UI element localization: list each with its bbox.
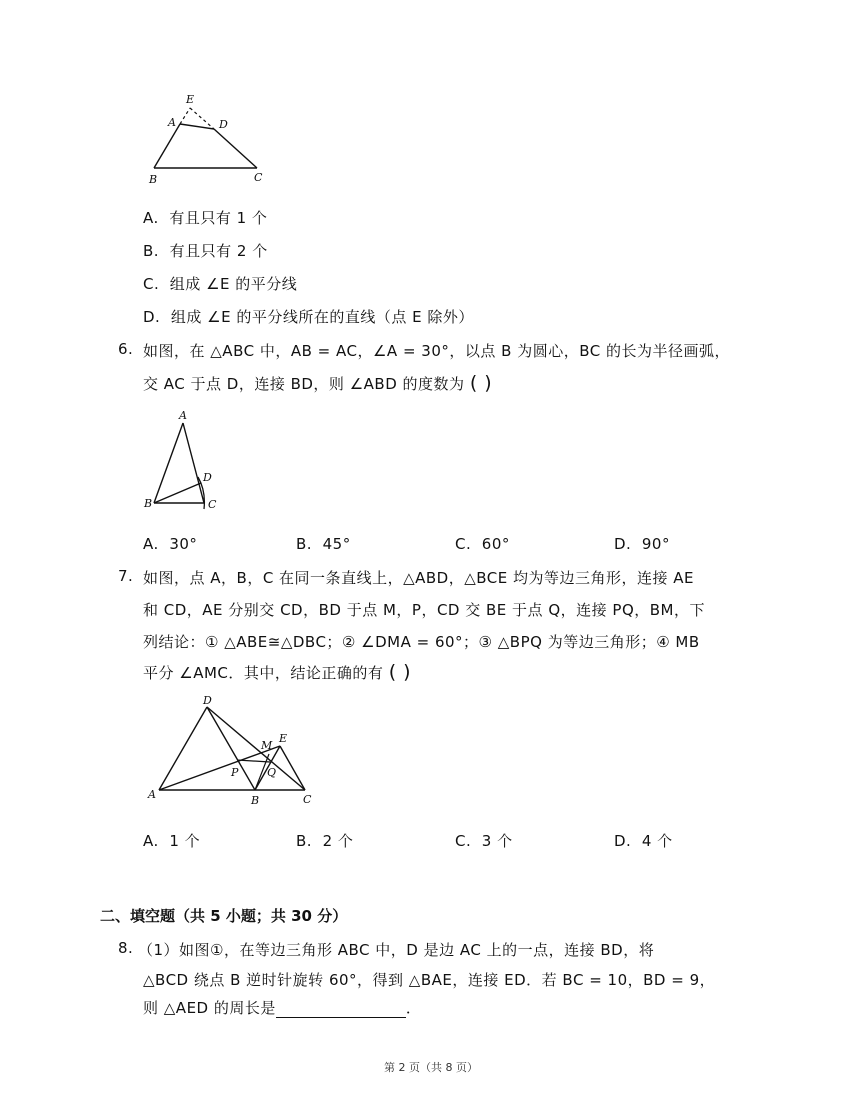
q6-option-b-text: 45° <box>322 535 351 553</box>
q6-option-c-text: 60° <box>481 535 510 553</box>
q7-line-4-text: 平分 ∠AMC．其中，结论正确的有 <box>143 664 384 682</box>
fig5-label-d: D <box>219 118 228 131</box>
q8-answer-blank[interactable] <box>276 1001 406 1018</box>
fig7-label-p: P <box>231 766 239 779</box>
q7-option-d <box>614 830 673 851</box>
q7-option-c-letter: C. <box>455 832 472 850</box>
q7-option-a-letter: A. <box>143 832 159 850</box>
q5-option-b-letter: B. <box>143 242 160 260</box>
fig6-label-b: B <box>144 497 153 510</box>
q5-option-b <box>143 240 268 261</box>
q7-option-a <box>143 830 200 851</box>
fig7-label-a: A <box>148 788 156 801</box>
fig6-label-c: C <box>208 498 217 511</box>
q7-option-d-letter: D. <box>614 832 632 850</box>
q5-option-c-text: 组成 ∠E 的平分线 <box>169 275 298 293</box>
q6-option-d-letter: D. <box>614 535 632 553</box>
q6-line-2-text: 交 AC 于点 D，连接 BD，则 ∠ABD 的度数为 <box>143 375 465 393</box>
fig7-label-b: B <box>251 794 260 807</box>
fig7-label-d: D <box>203 694 212 707</box>
q5-option-d <box>143 306 474 327</box>
q5-option-d-letter: D. <box>143 308 161 326</box>
q5-option-c-letter: C. <box>143 275 160 293</box>
q7-number: 7. <box>118 567 134 585</box>
q6-option-b <box>296 535 351 553</box>
q6-option-a-text: 30° <box>169 535 198 553</box>
figure-q5 <box>140 90 280 185</box>
q7-line-1: 如图，点 A，B，C 在同一条直线上，△ABD，△BCE 均为等边三角形，连接 AE <box>143 569 694 587</box>
section-2-title: 二、填空题（共 5 小题；共 30 分） <box>100 907 348 925</box>
q7-option-d-text: 4 个 <box>641 832 673 850</box>
q7-option-a-text: 1 个 <box>169 832 201 850</box>
q8-line-2: △BCD 绕点 B 逆时针旋转 60°，得到 △BAE，连接 ED．若 BC = 10，BD = 9， <box>143 971 716 989</box>
q6-answer-paren: ( ) <box>469 372 493 394</box>
q6-number: 6. <box>118 340 134 358</box>
fig6-label-d: D <box>203 471 212 484</box>
q8-number: 8. <box>118 939 134 957</box>
fig7-label-e: E <box>279 732 288 745</box>
fig7-label-q: Q <box>267 766 277 779</box>
q7-option-c <box>455 830 513 851</box>
q6-option-c-letter: C. <box>455 535 472 553</box>
q7-line-3: 列结论：① △ABE≅△DBC；② ∠DMA = 60°；③ △BPQ 为等边三角形；④ MB <box>143 633 700 651</box>
q8-line-1: （1）如图①，在等边三角形 ABC 中，D 是边 AC 上的一点，连接 BD，将 <box>138 941 655 959</box>
q7-line-2: 和 CD，AE 分别交 CD，BD 于点 M，P，CD 交 BE 于点 Q，连接 PQ，BM，下 <box>143 601 705 619</box>
fig7-label-m: M <box>261 739 273 752</box>
q7-answer-paren: ( ) <box>388 661 412 683</box>
figure-q6 <box>142 405 222 515</box>
q6-line-1: 如图，在 △ABC 中，AB = AC，∠A = 30°，以点 B 为圆心，BC 的长为半径画弧， <box>143 342 730 360</box>
q6-option-d-text: 90° <box>641 535 670 553</box>
figure-q7 <box>145 692 325 812</box>
fig6-label-a: A <box>179 409 187 422</box>
q6-option-b-letter: B. <box>296 535 313 553</box>
q6-option-c <box>455 535 510 553</box>
q7-option-c-text: 3 个 <box>481 832 513 850</box>
q5-option-a <box>143 207 267 228</box>
fig5-label-e: E <box>186 93 195 106</box>
q5-option-a-letter: A. <box>143 209 159 227</box>
fig5-label-b: B <box>149 173 158 185</box>
q5-option-d-text: 组成 ∠E 的平分线所在的直线（点 E 除外） <box>170 308 474 326</box>
q7-line-4 <box>143 661 411 683</box>
fig7-label-c: C <box>303 793 312 806</box>
q8-line-3-end: ． <box>405 999 422 1017</box>
q8-line-3-text: 则 △AED 的周长是 <box>143 999 276 1017</box>
q6-option-a-letter: A. <box>143 535 159 553</box>
q5-option-b-text: 有且只有 2 个 <box>169 242 268 260</box>
page-footer: 第 2 页（共 8 页） <box>384 1061 478 1074</box>
q5-option-a-text: 有且只有 1 个 <box>169 209 268 227</box>
q6-option-a <box>143 535 197 553</box>
q7-option-b-text: 2 个 <box>322 832 354 850</box>
q7-option-b-letter: B. <box>296 832 313 850</box>
q8-line-3 <box>143 997 421 1018</box>
q5-option-c <box>143 273 297 294</box>
q6-option-d <box>614 535 670 553</box>
q7-option-b <box>296 830 353 851</box>
fig5-label-c: C <box>254 171 263 184</box>
q6-line-2 <box>143 372 492 394</box>
fig5-label-a: A <box>168 116 176 129</box>
